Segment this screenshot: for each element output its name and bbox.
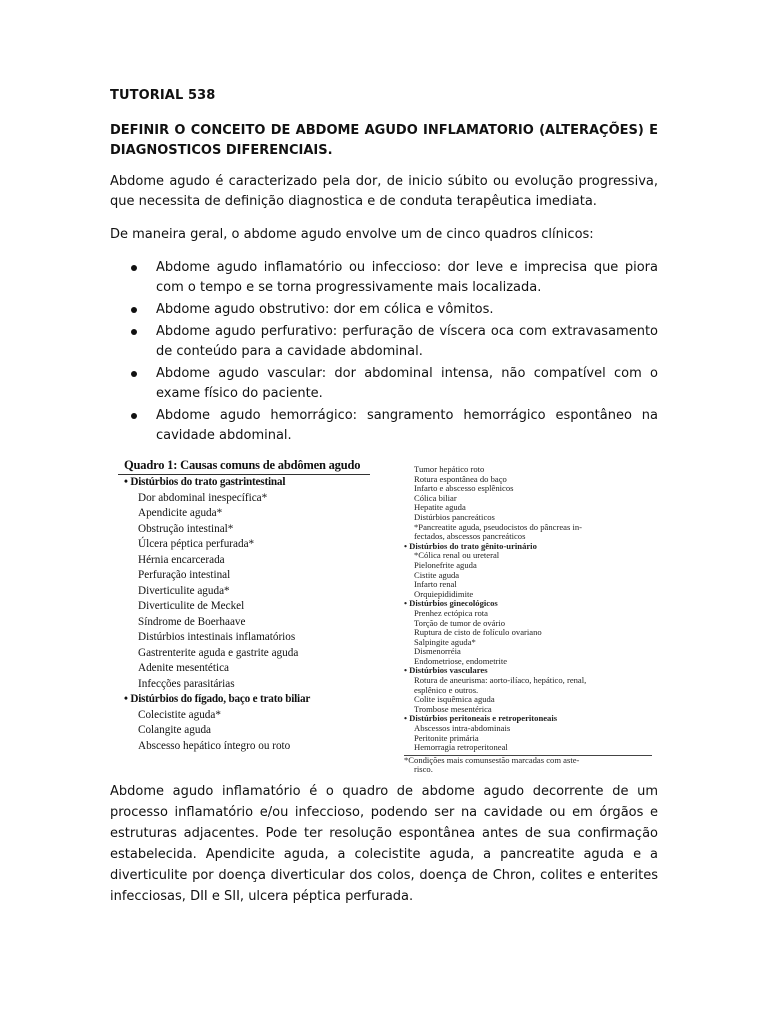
quadro-item: Torção de tumor de ovário [414,617,506,628]
quadro-item: Dor abdominal inespecífica* [138,491,268,504]
quadro-item: Perfuração intestinal [138,569,231,581]
quadro-item: Apendicite aguda* [138,507,223,519]
document-title: TUTORIAL 538 [110,88,216,103]
quadro-item: Tumor hepático roto [414,464,485,474]
quadro-item: Gastrenterite aguda e gastrite aguda [138,646,299,659]
bullet-icon [131,307,137,313]
quadro-item: Distúrbios intestinais inflamatórios [138,631,296,643]
section-heading: DEFINIR O CONCEITO DE ABDOME AGUDO INFLAMATORIO (ALTERAÇÕES) E DIAGNOSTICOS DIFERENCIAIS. [110,123,658,158]
quadro-item: Síndrome de Boerhaave [138,615,246,628]
quadro-item: Abscessos intra-abdominais [414,723,511,734]
quadro-item: Peritonite primária [414,732,479,743]
paragraph-clinical-pictures: De maneira geral, o abdome agudo envolve um de cinco quadros clínicos: [110,227,594,242]
quadro-right-column [404,465,652,775]
quadro-item: Abscesso hepático íntegro ou roto [138,739,291,752]
list-item: Abdome agudo vascular: dor abdominal intensa, não compatível com o exame físico do paciente. [110,364,658,404]
quadro-item: Infarto e abscesso esplênicos [414,483,514,494]
list-item: Abdome agudo perfurativo: perfuração de víscera oca com extravasamento de conteúdo para a cavidade abdominal. [110,322,658,362]
quadro-item: esplênico e outros. [414,684,479,695]
quadro-item: Salpingite aguda* [414,636,476,647]
quadro-item: Cólica biliar [414,492,457,503]
quadro-item: Prenhez ectópica rota [414,607,488,618]
bullet-icon [131,265,137,271]
quadro-left-column [118,458,370,754]
quadro-image [118,458,652,775]
quadro-category: • Distúrbios vasculares [404,665,488,676]
list-item: Abdome agudo hemorrágico: sangramento hemorrágico espontâneo na cavidade abdominal. [110,406,658,446]
quadro-footnote: *Condições mais comunsestão marcadas com aste- risco. [404,755,652,775]
bullet-icon [131,371,137,377]
quadro-item: Colangite aguda [138,724,212,736]
quadro-item: Colite isquêmica aguda [414,694,495,705]
quadro-item: fectados, abscessos pancreáticos [414,531,526,542]
paragraph-intro: Abdome agudo é caracterizado pela dor, de inicio súbito ou evolução progressiva, que necessita de definição diagnostica e de conduta terapêutica imediata. [110,174,658,209]
quadro-item: Obstrução intestinal* [138,522,234,535]
quadro-item: Cistite aguda [414,569,460,580]
quadro-item: Hemorragia retroperitoneal [414,742,508,753]
quadro-category: • Distúrbios peritoneais e retroperitoneais [404,713,558,724]
quadro-item: Distúrbios pancreáticos [414,511,495,522]
quadro-item: Hepatite aguda [414,502,466,513]
quadro-item: Endometriose, endometrite [414,655,508,666]
quadro-title: Quadro 1: Causas comuns de abdômen agudo [118,458,370,475]
paragraph-inflammatory-definition: Abdome agudo inflamatório é o quadro de abdome agudo decorrente de um processo inflamatório e/ou infeccioso, podendo ser na cavidade ou em órgãos e estruturas adjacentes. Pode ter resolução espontânea antes de sua confirmação estabelecida. Apendicite aguda, a colecistite aguda, a pancreatite aguda e a diverticulite por doença diverticular dos colos, doença de Chron, colites e enterites infecciosas, DII e SII, ulcera péptica perfurada. [110,784,658,904]
bullet-icon [131,329,137,335]
list-item: Abdome agudo obstrutivo: dor em cólica e vômitos. [110,300,658,320]
quadro-category: • Distúrbios ginecológicos [404,598,498,609]
quadro-left-list [118,475,370,754]
quadro-item: Rotura de aneurisma: aorto-ilíaco, hepático, renal, [414,675,587,686]
quadro-category: • Distúrbios do fígado, baço e trato biliar [124,693,311,705]
quadro-item: Infarto renal [414,579,457,590]
quadro-item: Infecções parasitárias [138,677,235,690]
quadro-item: *Cólica renal ou ureteral [414,550,500,561]
quadro-item: Diverticulite aguda* [138,584,230,597]
quadro-item: Hérnia encarcerada [138,553,225,566]
quadro-item: Adenite mesentética [138,662,230,674]
clinical-pictures-list [110,258,658,448]
quadro-item: Pielonefrite aguda [414,559,477,570]
quadro-item: Rotura espontânea do baço [414,473,507,484]
quadro-item: Trombose mesentérica [414,703,492,714]
quadro-item: *Pancreatite aguda, pseudocistos do pâncreas in- [414,521,582,532]
quadro-item: Diverticulite de Meckel [138,600,245,612]
bullet-icon [131,413,137,419]
quadro-right-list [404,465,652,753]
quadro-item: Ruptura de cisto de folículo ovariano [414,627,542,638]
quadro-item: Úlcera péptica perfurada* [138,538,255,550]
quadro-category: • Distúrbios do trato gastrintestinal [124,476,286,488]
quadro-item: Colecistite aguda* [138,708,221,721]
quadro-item: Dismenorréia [414,646,461,657]
quadro-item: Orquiepididimite [414,588,474,599]
list-item: Abdome agudo inflamatório ou infeccioso: dor leve e imprecisa que piora com o tempo e se torna progressivamente mais localizada. [110,258,658,298]
quadro-category: • Distúrbios do trato gênito-urinário [404,540,537,551]
